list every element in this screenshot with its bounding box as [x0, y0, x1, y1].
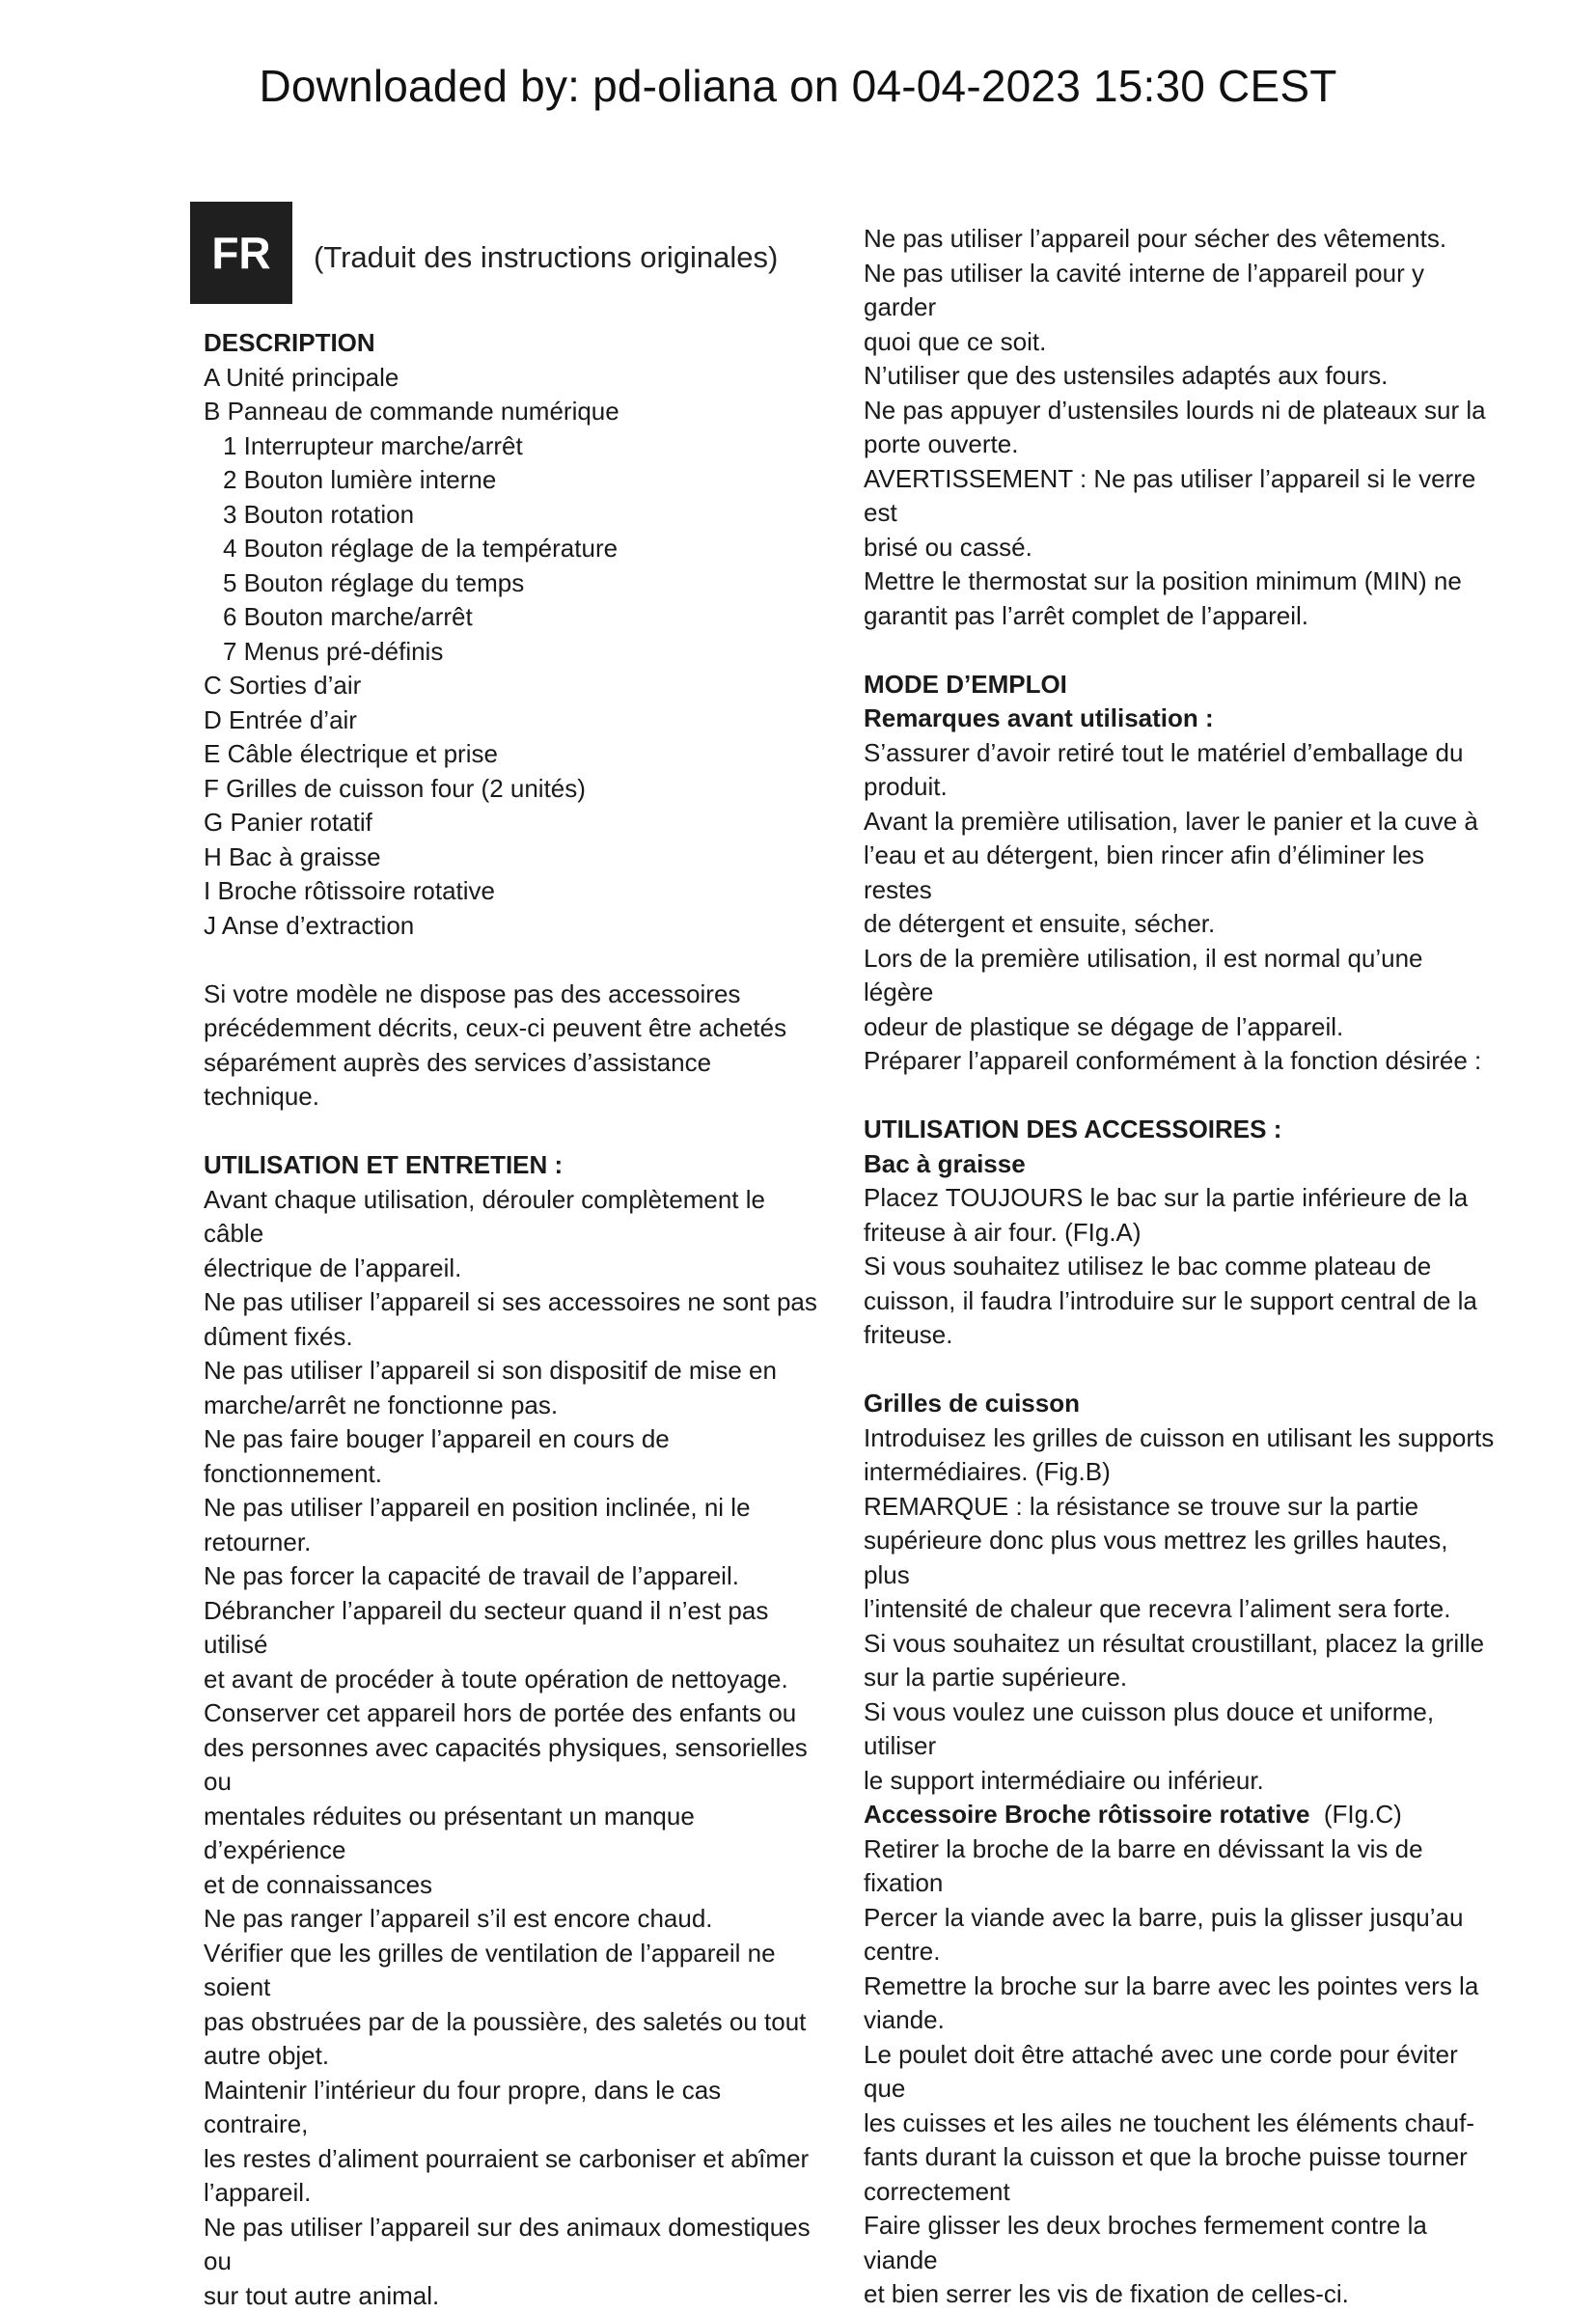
subsection-title-broche: Accessoire Broche rôtissoire rotative	[864, 1800, 1309, 1829]
description-item: J Anse d’extraction	[204, 909, 821, 944]
accessories-note-line: séparément auprès des services d’assistance technique.	[204, 1046, 821, 1115]
description-item: I Broche rôtissoire rotative	[204, 874, 821, 909]
subsection-broche	[864, 1798, 1496, 1832]
paragraph-line: friteuse.	[864, 1318, 1496, 1353]
description-item: G Panier rotatif	[204, 806, 821, 840]
paragraph-line: l’appareil.	[204, 2176, 821, 2211]
paragraph-line: intermédiaires. (Fig.B)	[864, 1455, 1496, 1490]
paragraph-line: l’intensité de chaleur que recevra l’aliment sera forte.	[864, 1592, 1496, 1627]
paragraph-line: le support intermédiaire ou inférieur.	[864, 1764, 1496, 1799]
section-title-accessoires: UTILISATION DES ACCESSOIRES :	[864, 1113, 1496, 1147]
paragraph-line: Ne pas ranger l’appareil s’il est encore chaud.	[204, 1902, 821, 1937]
paragraph-line: Percer la viande avec la barre, puis la glisser jusqu’au	[864, 1901, 1496, 1936]
description-subitem: 1 Interrupteur marche/arrêt	[204, 429, 821, 464]
paragraph-line: Avant chaque utilisation, dérouler complètement le câble	[204, 1183, 821, 1252]
description-subitem: 3 Bouton rotation	[204, 498, 821, 533]
paragraph-line: Si vous souhaitez un résultat croustillant, placez la grille	[864, 1627, 1496, 1662]
paragraph-line: Faire glisser les deux broches fermement contre la viande	[864, 2209, 1496, 2277]
paragraph-line: REMARQUE : la résistance se trouve sur la partie	[864, 1490, 1496, 1525]
description-item: F Grilles de cuisson four (2 unités)	[204, 772, 821, 807]
paragraph-line: Mettre le thermostat sur la position minimum (MIN) ne	[864, 564, 1496, 599]
description-subitem: 5 Bouton réglage du temps	[204, 566, 821, 601]
paragraph-line: mentales réduites ou présentant un manque d’expérience	[204, 1800, 821, 1868]
paragraph-line: correctement	[864, 2175, 1496, 2210]
paragraph-line: Si vous voulez une cuisson plus douce et uniforme, utiliser	[864, 1695, 1496, 1764]
paragraph-line: l’eau et au détergent, bien rincer afin d’éliminer les restes	[864, 839, 1496, 907]
description-item: C Sorties d’air	[204, 669, 821, 703]
paragraph-line: garantit pas l’arrêt complet de l’appareil.	[864, 599, 1496, 634]
paragraph-line: brisé ou cassé.	[864, 531, 1496, 565]
paragraph-line: quoi que ce soit.	[864, 325, 1496, 360]
paragraph-line: retourner.	[204, 1526, 821, 1560]
right-column	[864, 222, 1496, 2312]
paragraph-line: friteuse à air four. (FIg.A)	[864, 1216, 1496, 1251]
paragraph-line: Ne pas forcer la capacité de travail de l’appareil.	[204, 1559, 821, 1594]
paragraph-line: supérieure donc plus vous mettrez les grilles hautes, plus	[864, 1524, 1496, 1592]
paragraph-line: les restes d’aliment pourraient se carboniser et abîmer	[204, 2142, 821, 2177]
description-item: B Panneau de commande numérique	[204, 395, 821, 429]
paragraph-line: marche/arrêt ne fonctionne pas.	[204, 1389, 821, 1423]
paragraph-line: Préparer l’appareil conformément à la fonction désirée :	[864, 1044, 1496, 1079]
paragraph-line: Avant la première utilisation, laver le panier et la cuve à	[864, 805, 1496, 840]
figure-reference: (FIg.C)	[1324, 1800, 1402, 1829]
subsection-title-remarques: Remarques avant utilisation :	[864, 702, 1496, 736]
paragraph-line: fants durant la cuisson et que la broche puisse tourner	[864, 2140, 1496, 2175]
paragraph-line: Introduisez les grilles de cuisson en utilisant les supports	[864, 1421, 1496, 1456]
description-subitem: 6 Bouton marche/arrêt	[204, 600, 821, 635]
description-subitem: 7 Menus pré-définis	[204, 635, 821, 670]
paragraph-line: N’utiliser que des ustensiles adaptés aux fours.	[864, 359, 1496, 394]
paragraph-line: Remettre la broche sur la barre avec les pointes vers la	[864, 1969, 1496, 2004]
translation-note: (Traduit des instructions originales)	[314, 240, 778, 275]
paragraph-line: cuisson, il faudra l’introduire sur le support central de la	[864, 1284, 1496, 1319]
left-column	[204, 326, 821, 2313]
paragraph-line: Conserver cet appareil hors de portée des enfants ou	[204, 1696, 821, 1731]
description-item: A Unité principale	[204, 361, 821, 396]
paragraph-line: Placez TOUJOURS le bac sur la partie inférieure de la	[864, 1181, 1496, 1216]
paragraph-line: les cuisses et les ailes ne touchent les éléments chauf-	[864, 2106, 1496, 2141]
download-stamp: Downloaded by: pd-oliana on 04-04-2023 15:30 CEST	[0, 60, 1596, 112]
paragraph-line: AVERTISSEMENT : Ne pas utiliser l’appareil si le verre est	[864, 462, 1496, 531]
paragraph-line: Ne pas utiliser l’appareil en position inclinée, ni le	[204, 1491, 821, 1526]
paragraph-line: sur tout autre animal.	[204, 2279, 821, 2313]
paragraph-line: et avant de procéder à toute opération de nettoyage.	[204, 1663, 821, 1697]
paragraph-line: électrique de l’appareil.	[204, 1252, 821, 1286]
paragraph-line: Le poulet doit être attaché avec une corde pour éviter que	[864, 2038, 1496, 2106]
paragraph-line: pas obstruées par de la poussière, des saletés ou tout	[204, 2005, 821, 2040]
paragraph-line: dûment fixés.	[204, 1320, 821, 1355]
description-item: H Bac à graisse	[204, 840, 821, 875]
paragraph-line: autre objet.	[204, 2039, 821, 2074]
paragraph-line: des personnes avec capacités physiques, sensorielles ou	[204, 1731, 821, 1800]
paragraph-line: Ne pas utiliser l’appareil si ses accessoires ne sont pas	[204, 1285, 821, 1320]
description-subitem: 2 Bouton lumière interne	[204, 463, 821, 498]
paragraph-line: et de connaissances	[204, 1868, 821, 1903]
description-item: E Câble électrique et prise	[204, 737, 821, 772]
accessories-note-line: précédemment décrits, ceux-ci peuvent être achetés	[204, 1011, 821, 1046]
language-badge: FR	[190, 202, 292, 304]
description-subitem: 4 Bouton réglage de la température	[204, 532, 821, 566]
paragraph-line: de détergent et ensuite, sécher.	[864, 907, 1496, 942]
paragraph-line: Ne pas utiliser l’appareil si son dispositif de mise en	[204, 1354, 821, 1389]
paragraph-line: viande.	[864, 2003, 1496, 2038]
paragraph-line: Débrancher l’appareil du secteur quand il n’est pas utilisé	[204, 1594, 821, 1663]
paragraph-line: Ne pas utiliser l’appareil sur des animaux domestiques ou	[204, 2211, 821, 2279]
paragraph-line: odeur de plastique se dégage de l’appareil.	[864, 1010, 1496, 1045]
paragraph-line: Lors de la première utilisation, il est normal qu’une légère	[864, 942, 1496, 1010]
paragraph-line: Si vous souhaitez utilisez le bac comme plateau de	[864, 1250, 1496, 1284]
subsection-title-bac: Bac à graisse	[864, 1147, 1496, 1182]
paragraph-line: produit.	[864, 770, 1496, 805]
paragraph-line: Ne pas appuyer d’ustensiles lourds ni de plateaux sur la	[864, 394, 1496, 428]
paragraph-line: Ne pas utiliser la cavité interne de l’appareil pour y garder	[864, 257, 1496, 325]
section-title-description: DESCRIPTION	[204, 326, 821, 361]
paragraph-line: S’assurer d’avoir retiré tout le matériel d’emballage du	[864, 736, 1496, 771]
paragraph-line: Retirer la broche de la barre en dévissant la vis de fixation	[864, 1832, 1496, 1901]
section-title-utilisation: UTILISATION ET ENTRETIEN :	[204, 1148, 821, 1183]
paragraph-line: Maintenir l’intérieur du four propre, dans le cas contraire,	[204, 2074, 821, 2142]
paragraph-line: Ne pas faire bouger l’appareil en cours de fonctionnement.	[204, 1422, 821, 1491]
section-title-mode-emploi: MODE D’EMPLOI	[864, 668, 1496, 702]
paragraph-line: et bien serrer les vis de fixation de celles-ci.	[864, 2277, 1496, 2312]
paragraph-line: centre.	[864, 1935, 1496, 1969]
accessories-note-line: Si votre modèle ne dispose pas des accessoires	[204, 978, 821, 1012]
subsection-title-grilles: Grilles de cuisson	[864, 1387, 1496, 1421]
paragraph-line: porte ouverte.	[864, 427, 1496, 462]
paragraph-line: sur la partie supérieure.	[864, 1661, 1496, 1695]
description-item: D Entrée d’air	[204, 703, 821, 738]
paragraph-line: Vérifier que les grilles de ventilation de l’appareil ne soient	[204, 1937, 821, 2005]
paragraph-line: Ne pas utiliser l’appareil pour sécher des vêtements.	[864, 222, 1496, 257]
